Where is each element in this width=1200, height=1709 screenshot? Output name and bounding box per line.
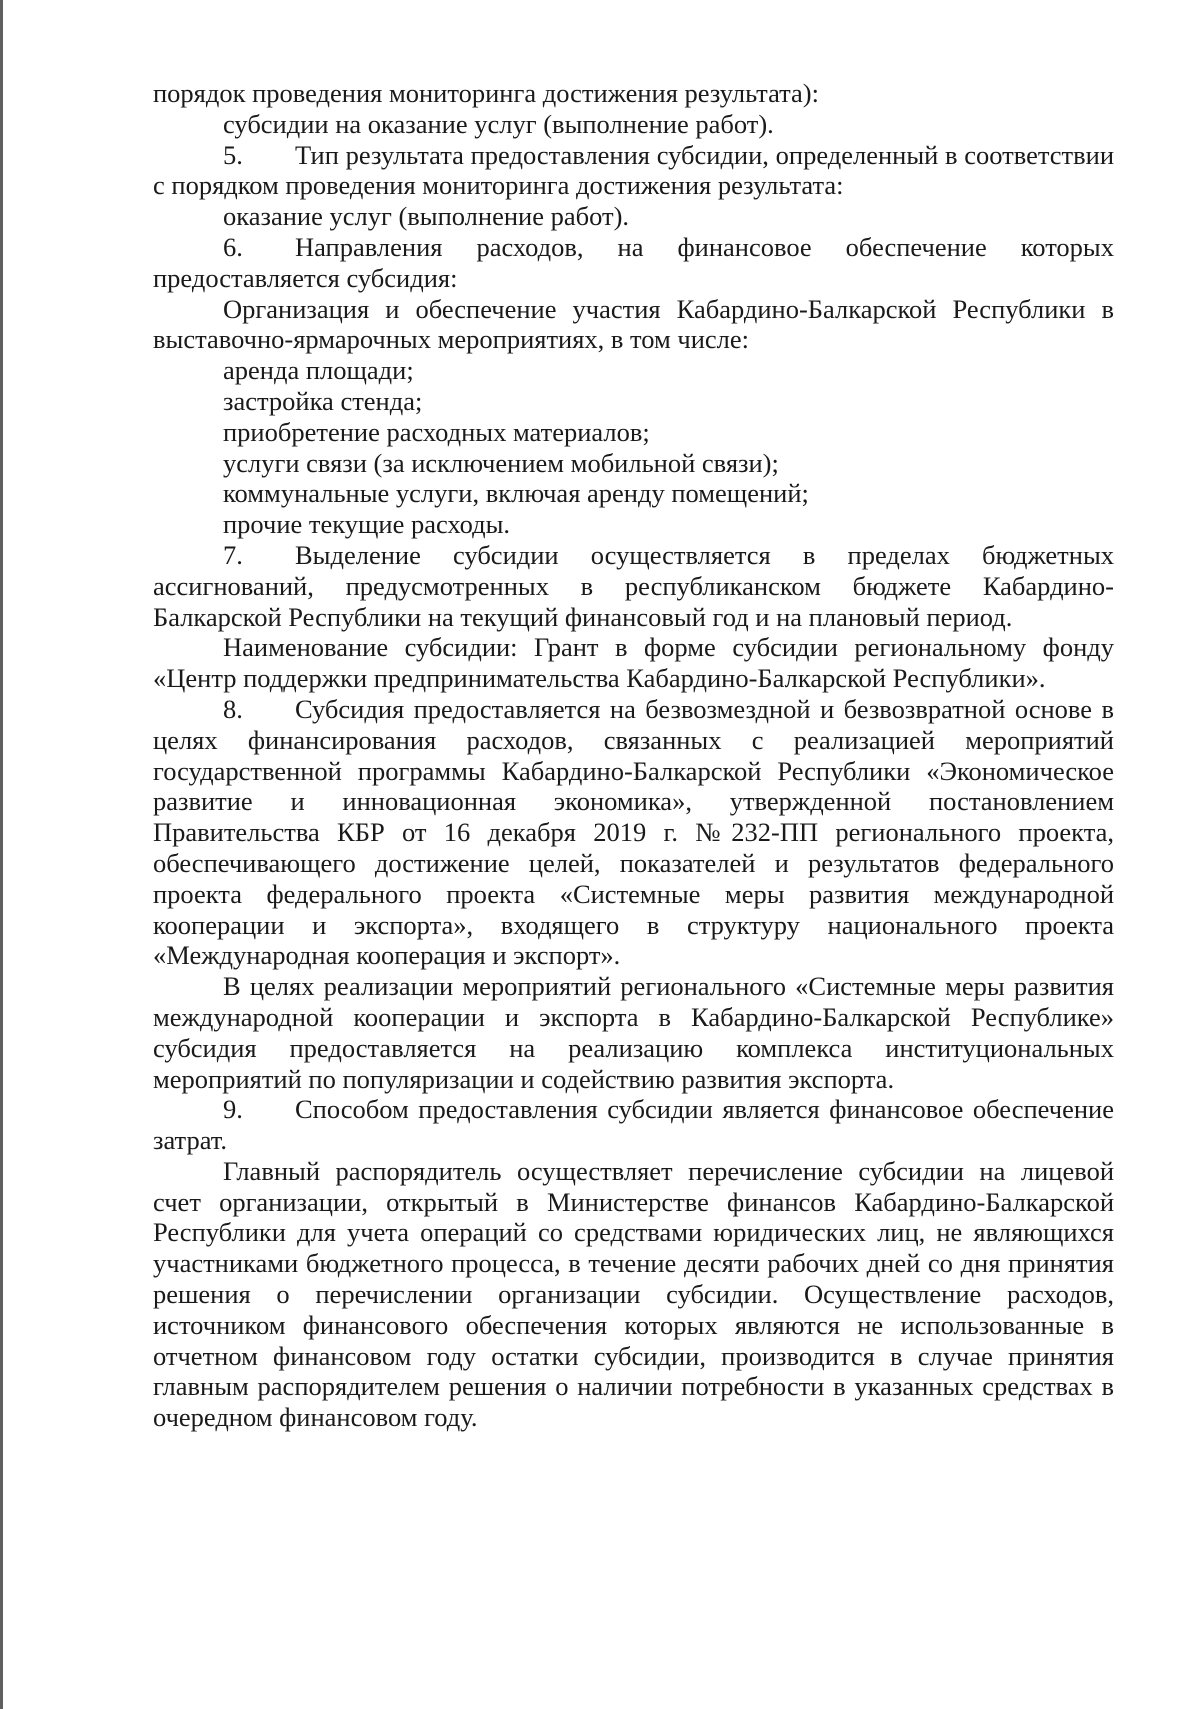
line-exhibition-participation: Организация и обеспечение участия Кабардино-Балкарской Республики в выставочно-ярмарочных мероприятиях, в том числе: <box>153 293 1114 355</box>
list-item: аренда площади; <box>223 355 414 386</box>
paragraph-9 <box>153 1094 1114 1156</box>
paragraph-5-text: Тип результата предоставления субсидии, определенный в соответствии с порядком проведения мониторинга достижения результата: <box>153 139 1114 201</box>
paragraph-7-number: 7. <box>223 539 243 570</box>
paragraph-9-text: Способом предоставления субсидии является финансовое обеспечение затрат. <box>153 1094 1114 1156</box>
list-item: услуги связи (за исключением мобильной связи); <box>223 447 779 478</box>
list-item: прочие текущие расходы. <box>223 509 511 540</box>
list-item: приобретение расходных материалов; <box>223 416 650 447</box>
paragraph-8-continuation: В целях реализации мероприятий регионального «Системные меры развития международной кооперации и экспорта в Кабардино-Балкарской Республике» субсидия предоставляется на реализацию комплекса институциональных мероприятий по популяризации и содействию развития экспорта. <box>153 971 1114 1094</box>
paragraph-8 <box>153 694 1114 971</box>
paragraph-5-number: 5. <box>223 139 243 170</box>
paragraph-9-continuation: Главный распорядитель осуществляет перечисление субсидии на лицевой счет организации, открытый в Министерстве финансов Кабардино-Балкарской Республики для учета операций со средствами юридических лиц, не являющихся участниками бюджетного процесса, в течение десяти рабочих дней со дня принятия решения о перечислении организации субсидии. Осуществление расходов, источником финансового обеспечения которых являются не использованные в отчетном финансовом году остатки субсидии, производится в случае принятия главным распорядителем решения о наличии потребности в указанных средствах в очередном финансовом году. <box>153 1155 1114 1433</box>
paragraph-9-number: 9. <box>223 1094 243 1125</box>
paragraph-7-text: Выделение субсидии осуществляется в пределах бюджетных ассигнований, предусмотренных в республиканском бюджете Кабардино-Балкарской Республики на текущий финансовый год и на плановый период. <box>153 539 1114 632</box>
paragraph-6-number: 6. <box>223 231 243 262</box>
subsidy-name: Наименование субсидии: Грант в форме субсидии региональному фонду «Центр поддержки предпринимательства Кабардино-Балкарской Республики». <box>153 632 1114 694</box>
paragraph-6-text: Направления расходов, на финансовое обеспечение которых предоставляется субсидия: <box>153 231 1114 293</box>
paragraph-8-text: Субсидия предоставляется на безвозмездной и безвозвратной основе в целях финансирования расходов, связанных с реализацией мероприятий государственной программы Кабардино-Балкарской Республики «Экономическое развитие и инновационная экономика», утвержденной постановлением Правительства КБР от 16 декабря 2019 г. №232-ПП регионального проекта, обеспечивающего достижение целей, показателей и результатов федерального проекта федерального проекта «Системные меры развития международной кооперации и экспорта», входящего в структуру национального проекта «Международная кооперация и экспорт». <box>153 693 1114 971</box>
list-item: коммунальные услуги, включая аренду помещений; <box>223 478 809 509</box>
scan-edge <box>0 0 3 1709</box>
list-item: застройка стенда; <box>223 385 423 416</box>
line-result-type: оказание услуг (выполнение работ). <box>223 201 630 232</box>
line-monitoring-order: порядок проведения мониторинга достижения результата): <box>153 78 819 108</box>
paragraph-7 <box>153 540 1114 632</box>
document-body <box>153 78 1114 1433</box>
paragraph-5 <box>153 140 1114 202</box>
paragraph-8-number: 8. <box>223 693 243 724</box>
line-subsidy-services: субсидии на оказание услуг (выполнение работ). <box>223 108 774 139</box>
paragraph-6 <box>153 232 1114 294</box>
